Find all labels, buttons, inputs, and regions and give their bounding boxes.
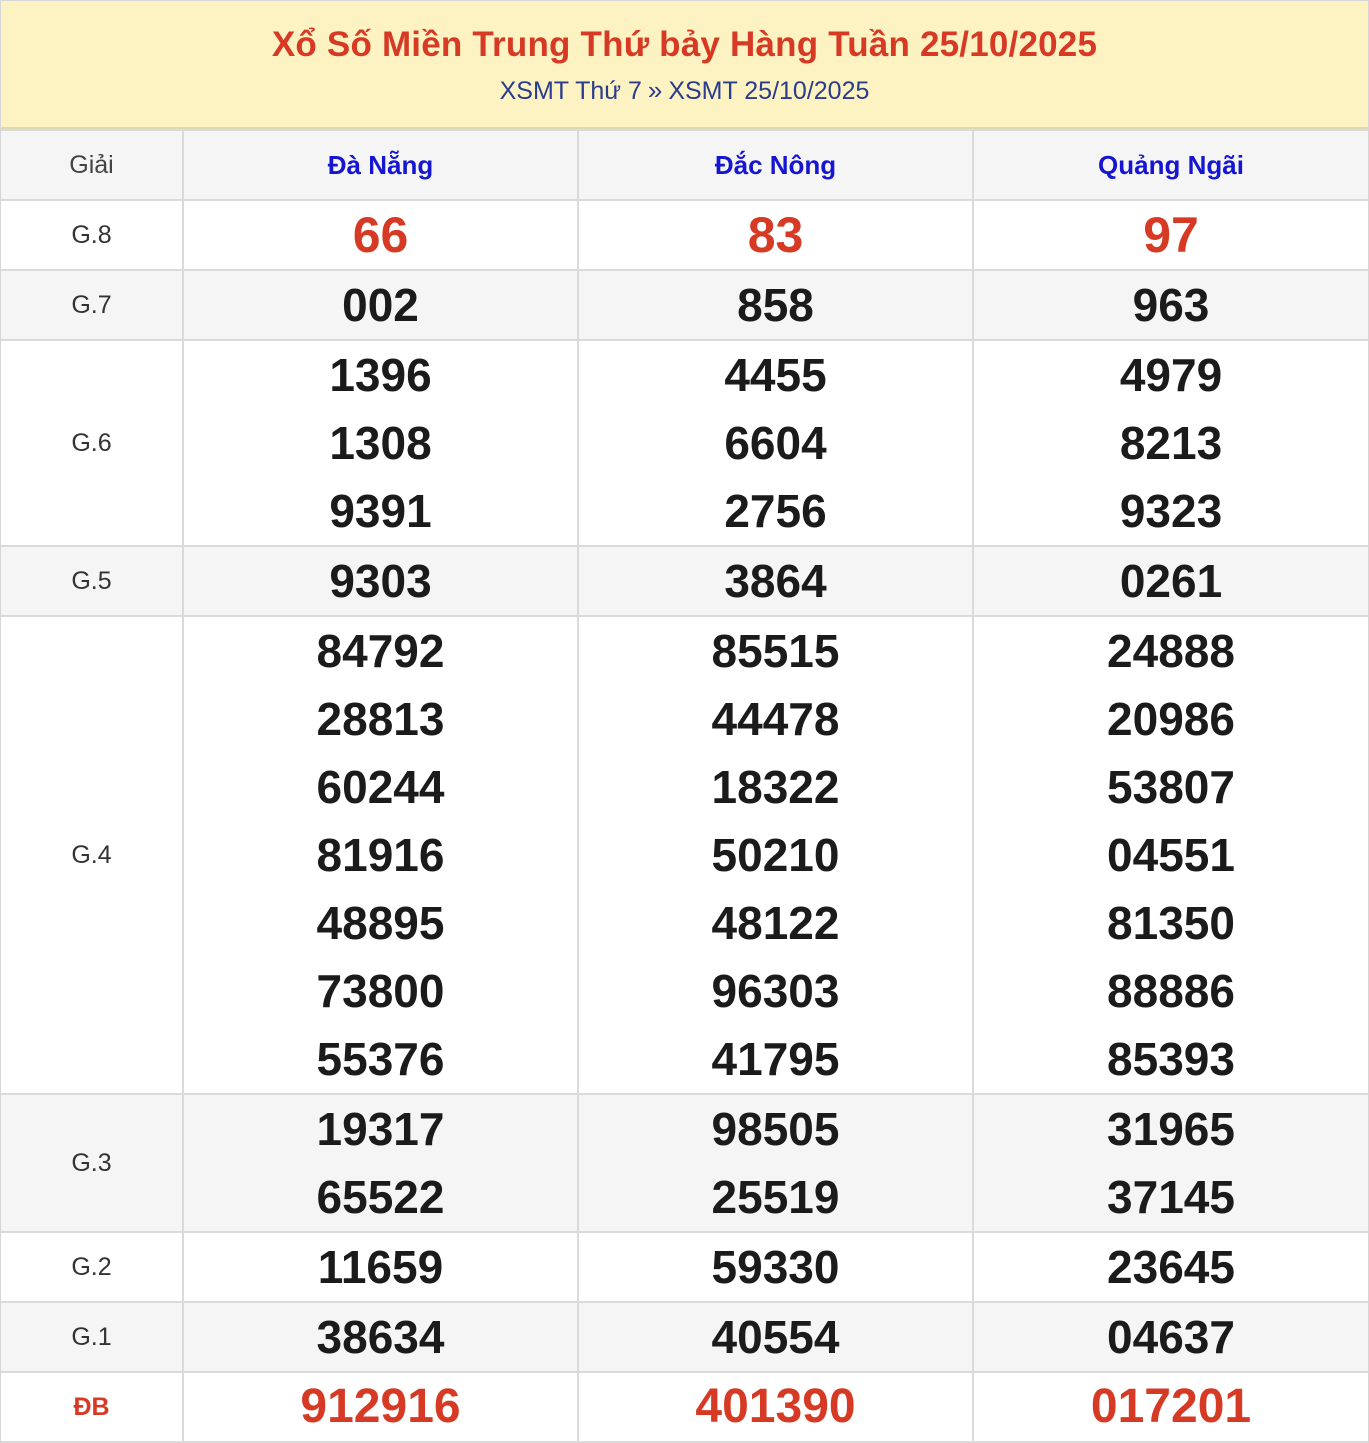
prize-cell — [973, 340, 1368, 546]
prize-number: 25519 — [711, 1171, 840, 1223]
breadcrumb-link-weekday[interactable]: XSMT Thứ 7 — [499, 77, 642, 105]
prize-number: 18322 — [711, 761, 840, 813]
prize-number: 60244 — [316, 761, 445, 813]
prize-cell — [578, 1302, 973, 1372]
prize-number: 81350 — [1107, 897, 1235, 949]
prize-number: 4455 — [724, 349, 827, 401]
prize-number: 55376 — [316, 1033, 445, 1085]
prize-number: 04551 — [1107, 829, 1235, 881]
prize-number: 017201 — [1090, 1380, 1252, 1433]
prize-number: 40554 — [711, 1311, 840, 1363]
prize-number: 8213 — [1119, 417, 1223, 469]
prize-number: 48895 — [316, 897, 445, 949]
prize-cell — [578, 200, 973, 270]
prize-number: 83 — [747, 207, 804, 263]
prize-number: 66 — [352, 207, 409, 263]
prize-number: 9303 — [329, 555, 432, 607]
prize-number: 401390 — [695, 1380, 856, 1433]
prize-number: 912916 — [300, 1380, 461, 1433]
prize-number: 002 — [342, 279, 419, 331]
prize-label: G.8 — [1, 200, 183, 270]
prize-cell — [578, 546, 973, 616]
prize-number: 04637 — [1107, 1311, 1235, 1363]
prize-number: 81916 — [316, 829, 445, 881]
prize-cell — [973, 1232, 1368, 1302]
prize-label: G.2 — [1, 1232, 183, 1302]
prize-number: 84792 — [316, 625, 445, 677]
prize-number: 11659 — [317, 1241, 444, 1293]
prize-cell — [973, 200, 1368, 270]
prize-row — [1, 1094, 1368, 1232]
prize-row — [1, 616, 1368, 1094]
prize-number: 73800 — [316, 965, 445, 1017]
prize-cell — [578, 1094, 973, 1232]
prize-number: 963 — [1132, 279, 1210, 331]
prize-cell — [578, 616, 973, 1094]
prize-label: ĐB — [1, 1372, 183, 1442]
prize-row — [1, 546, 1368, 616]
prize-number: 2756 — [724, 485, 827, 537]
prize-number: 53807 — [1107, 761, 1235, 813]
prize-cell — [578, 340, 973, 546]
prize-cell — [973, 270, 1368, 340]
prize-cell — [183, 616, 578, 1094]
prize-row — [1, 200, 1368, 270]
prize-cell — [183, 1094, 578, 1232]
prize-cell — [183, 1302, 578, 1372]
prize-cell — [183, 1372, 578, 1442]
prize-number: 48122 — [711, 897, 840, 949]
breadcrumb-separator: » — [647, 75, 663, 105]
prize-number: 97 — [1143, 207, 1199, 263]
prize-number: 3864 — [724, 555, 827, 607]
prize-number: 9323 — [1119, 485, 1223, 537]
prize-cell — [973, 1094, 1368, 1232]
prize-cell — [183, 1232, 578, 1302]
prize-number: 4979 — [1119, 349, 1223, 401]
prize-rows — [1, 200, 1368, 1442]
prize-number: 20986 — [1107, 693, 1235, 745]
prize-cell — [973, 1302, 1368, 1372]
prize-number: 0261 — [1119, 555, 1223, 607]
prize-number: 31965 — [1107, 1103, 1235, 1155]
prize-number: 19317 — [316, 1103, 445, 1155]
results-table — [1, 129, 1368, 1443]
prize-number: 41795 — [711, 1033, 840, 1085]
column-header-province[interactable]: Đà Nẵng — [183, 130, 578, 200]
prize-row — [1, 270, 1368, 340]
prize-label: G.5 — [1, 546, 183, 616]
column-header-province[interactable]: Quảng Ngãi — [973, 130, 1368, 200]
prize-number: 85393 — [1107, 1033, 1235, 1085]
prize-cell — [183, 546, 578, 616]
column-header-giai: Giải — [1, 130, 183, 200]
prize-number: 9391 — [329, 485, 432, 537]
column-header-province[interactable]: Đắc Nông — [578, 130, 973, 200]
prize-number: 1308 — [329, 417, 432, 469]
prize-cell — [183, 340, 578, 546]
prize-label: G.7 — [1, 270, 183, 340]
prize-label: G.3 — [1, 1094, 183, 1232]
prize-label: G.1 — [1, 1302, 183, 1372]
prize-cell — [578, 270, 973, 340]
prize-cell — [183, 270, 578, 340]
prize-number: 6604 — [724, 417, 827, 469]
results-header — [1, 1, 1368, 129]
prize-cell — [578, 1232, 973, 1302]
breadcrumb-link-date[interactable]: XSMT 25/10/2025 — [668, 77, 870, 105]
prize-cell — [578, 1372, 973, 1442]
prize-cell — [973, 1372, 1368, 1442]
prize-label: G.4 — [1, 616, 183, 1094]
prize-label: G.6 — [1, 340, 183, 546]
prize-number: 38634 — [316, 1311, 445, 1363]
prize-number: 44478 — [711, 693, 840, 745]
page-title: Xổ Số Miền Trung Thứ bảy Hàng Tuần 25/10/2025 — [271, 25, 1098, 64]
prize-row — [1, 340, 1368, 546]
prize-number: 59330 — [711, 1241, 840, 1293]
table-header-row — [1, 130, 1368, 200]
prize-number: 98505 — [711, 1103, 840, 1155]
prize-row — [1, 1372, 1368, 1442]
prize-cell — [973, 616, 1368, 1094]
prize-number: 23645 — [1107, 1241, 1235, 1293]
prize-number: 96303 — [711, 965, 840, 1017]
prize-row — [1, 1232, 1368, 1302]
prize-number: 24888 — [1107, 625, 1235, 677]
prize-number: 65522 — [316, 1171, 445, 1223]
prize-number: 1396 — [329, 349, 432, 401]
prize-row — [1, 1302, 1368, 1372]
prize-number: 50210 — [711, 829, 840, 881]
prize-cell — [973, 546, 1368, 616]
prize-number: 88886 — [1107, 965, 1235, 1017]
prize-number: 28813 — [316, 693, 445, 745]
breadcrumb — [1, 75, 1368, 106]
prize-cell — [183, 200, 578, 270]
prize-number: 85515 — [711, 625, 840, 677]
prize-number: 37145 — [1107, 1171, 1235, 1223]
prize-number: 858 — [737, 279, 814, 331]
